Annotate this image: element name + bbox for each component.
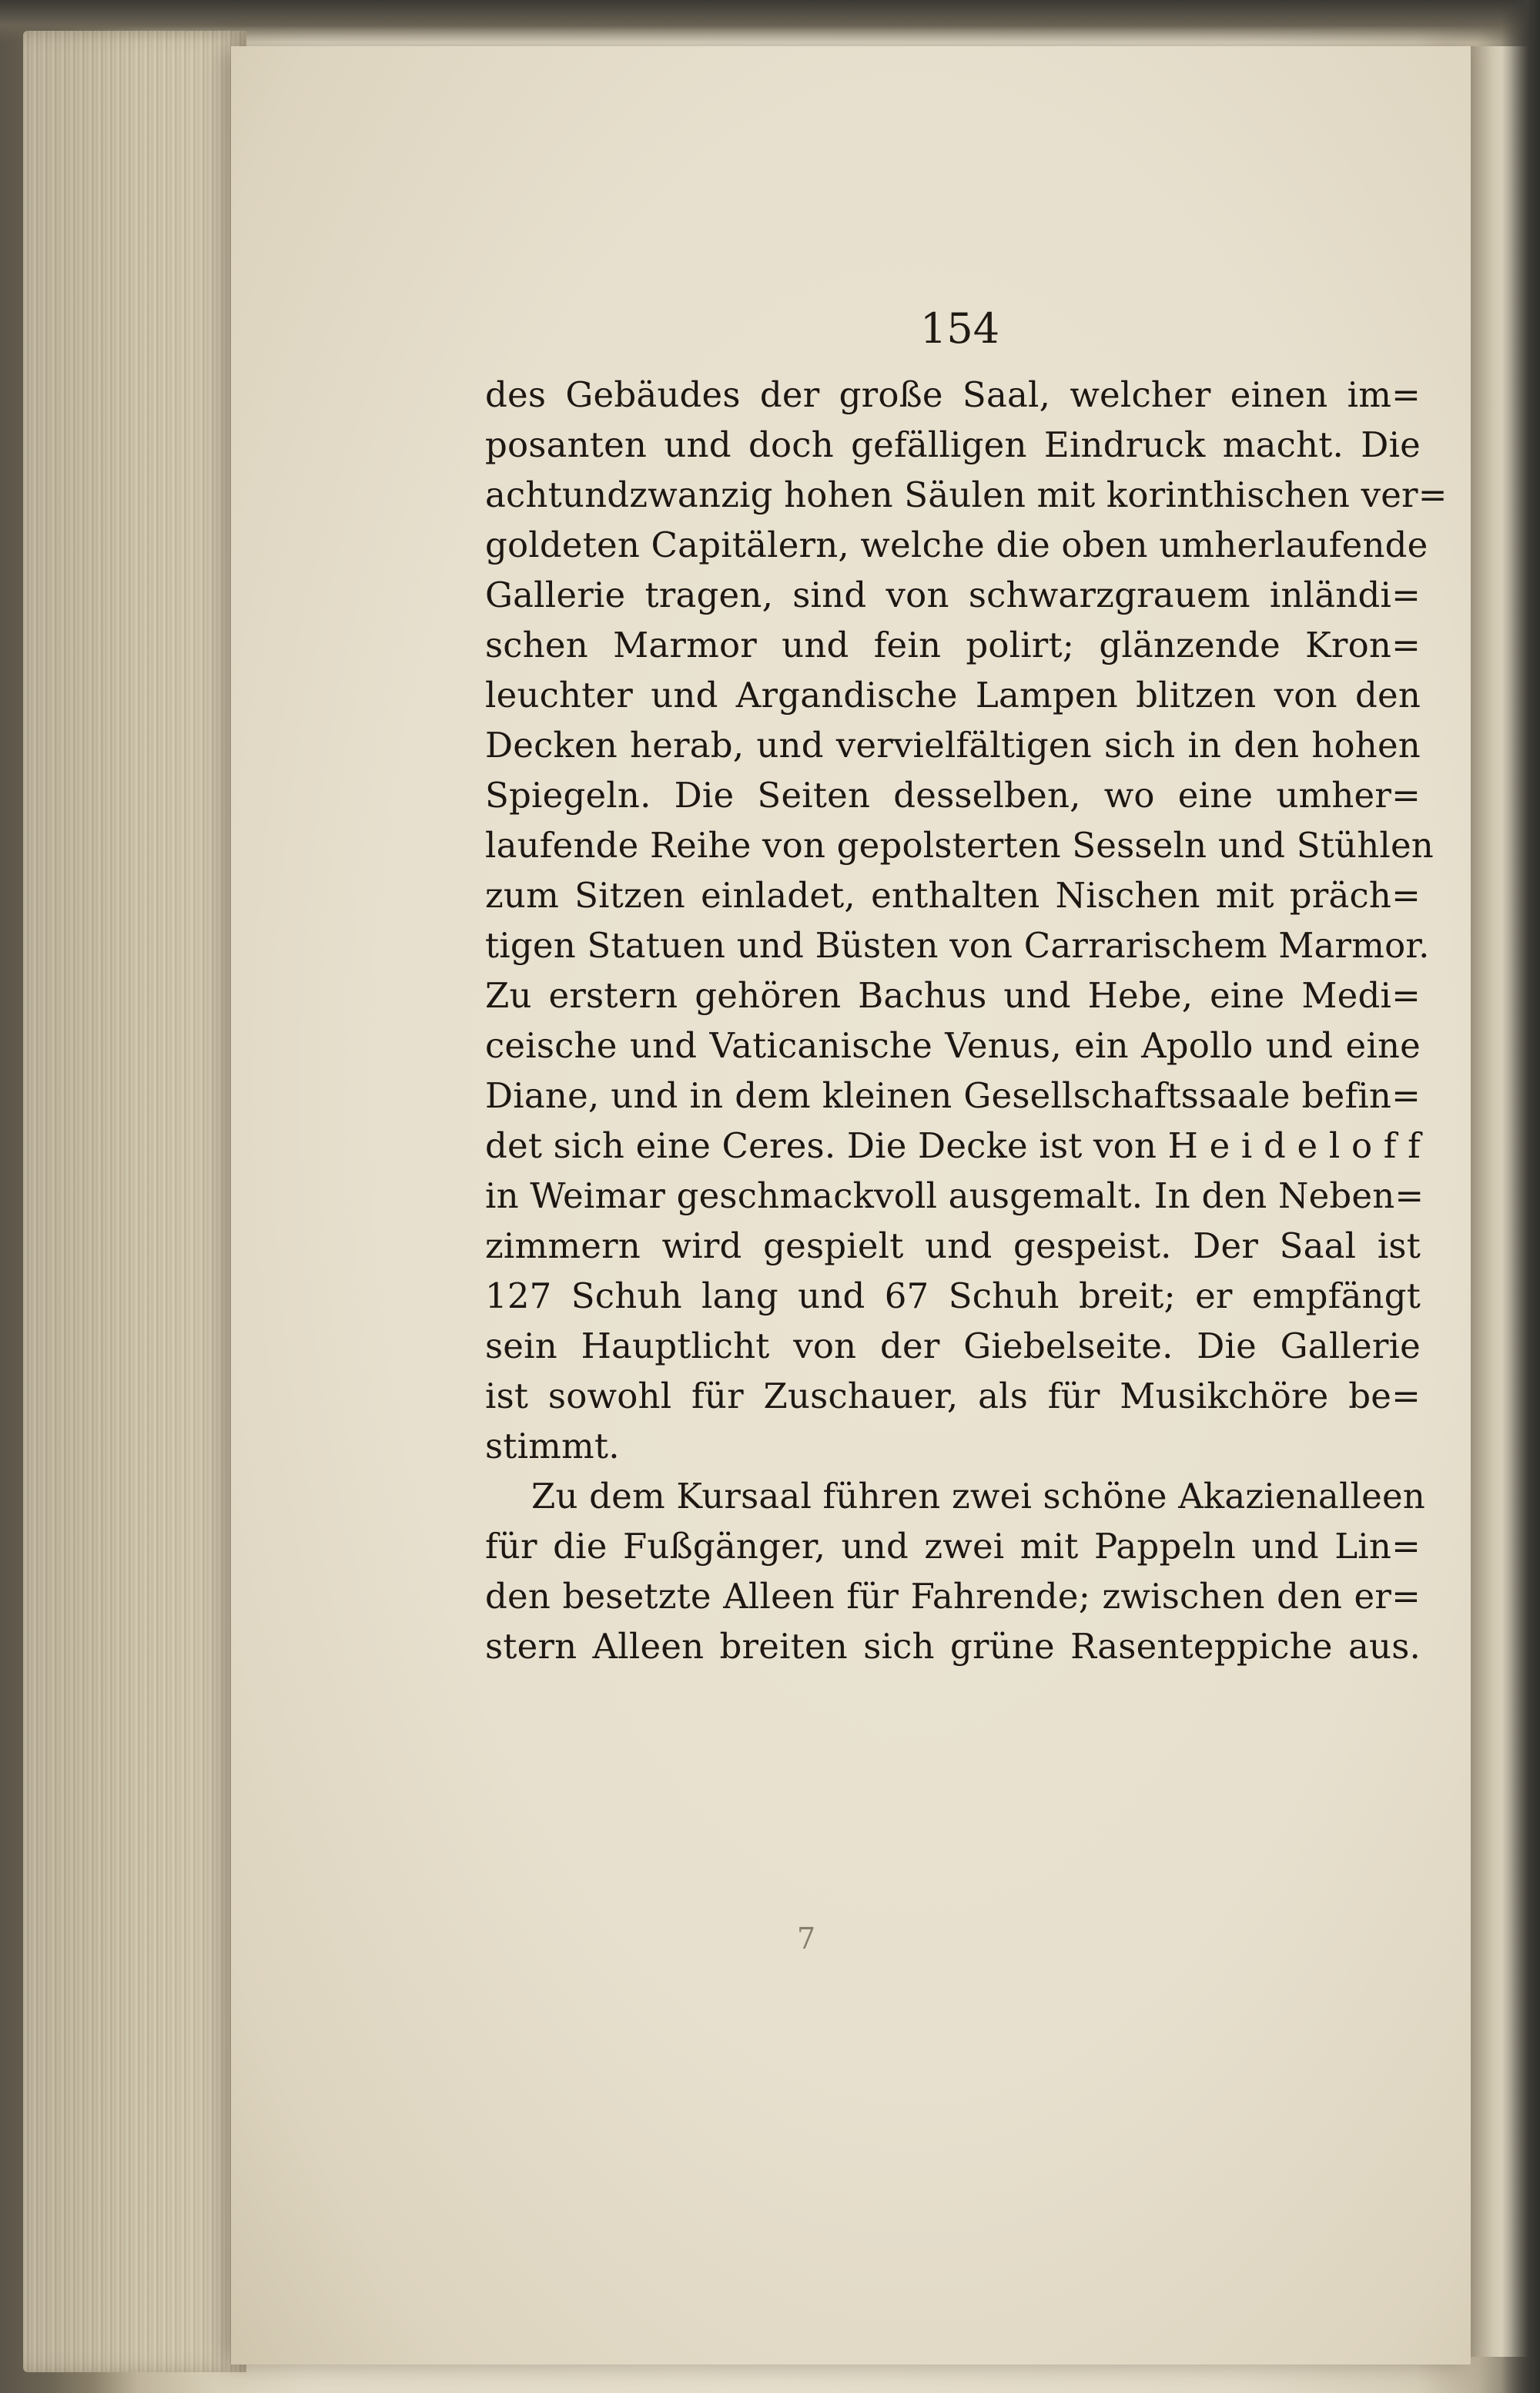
text-line: Zu erstern gehören Bachus und Hebe, eine Medi= <box>485 975 1421 1016</box>
text-line: goldeten Capitälern, welche die oben umherlaufende <box>485 525 1428 565</box>
text-line: den besetzte Alleen für Fahrende; zwischen den er= <box>485 1576 1421 1617</box>
text-line: des Gebäudes der große Saal, welcher einen im= <box>485 374 1421 415</box>
text-line: Decken herab, und vervielfältigen sich in den hohen <box>485 725 1421 766</box>
text-line: ceische und Vaticanische Venus, ein Apollo und eine <box>485 1025 1421 1066</box>
catchword: 7 <box>797 1922 816 1956</box>
page-edges-left <box>23 31 246 2372</box>
text-line: für die Fußgänger, und zwei mit Pappeln und Lin= <box>485 1526 1421 1567</box>
text-line: tigen Statuen und Büsten von Carrarischem Marmor. <box>485 925 1430 966</box>
binding-shadow-right <box>1502 0 1540 2393</box>
text-line: zimmern wird gespielt und gespeist. Der Saal ist <box>485 1225 1421 1266</box>
text-line: posanten und doch gefälligen Eindruck macht. Die <box>485 424 1421 465</box>
text-line: stimmt. <box>485 1426 620 1466</box>
text-line: in Weimar geschmackvoll ausgemalt. In den Neben= <box>485 1175 1424 1216</box>
text-line: ist sowohl für Zuschauer, als für Musikchöre be= <box>485 1376 1421 1416</box>
text-line: det sich eine Ceres. Die Decke ist von H e i d e l o f f <box>485 1125 1421 1166</box>
text-line: Gallerie tragen, sind von schwarzgrauem inländi= <box>485 575 1421 615</box>
body-text <box>485 370 1448 1671</box>
text-line: Diane, und in dem kleinen Gesellschaftssaale befin= <box>485 1075 1421 1116</box>
text-line: zum Sitzen einladet, enthalten Nischen mit präch= <box>485 875 1421 916</box>
text-line: sein Hauptlicht von der Giebelseite. Die Gallerie <box>485 1326 1421 1366</box>
page-number: 154 <box>920 304 1000 353</box>
text-line: leuchter und Argandische Lampen blitzen von den <box>485 675 1421 716</box>
text-line: laufende Reihe von gepolsterten Sesseln und Stühlen <box>485 825 1434 866</box>
text-line: Zu dem Kursaal führen zwei schöne Akazienalleen <box>531 1476 1425 1517</box>
text-line: achtundzwanzig hohen Säulen mit korinthischen ver= <box>485 474 1448 515</box>
text-line: 127 Schuh lang und 67 Schuh breit; er empfängt <box>485 1275 1421 1316</box>
text-line: stern Alleen breiten sich grüne Rasenteppiche aus. <box>485 1626 1421 1667</box>
text-line: Spiegeln. Die Seiten desselben, wo eine umher= <box>485 775 1421 816</box>
text-line: schen Marmor und fein polirt; glänzende Kron= <box>485 625 1421 665</box>
